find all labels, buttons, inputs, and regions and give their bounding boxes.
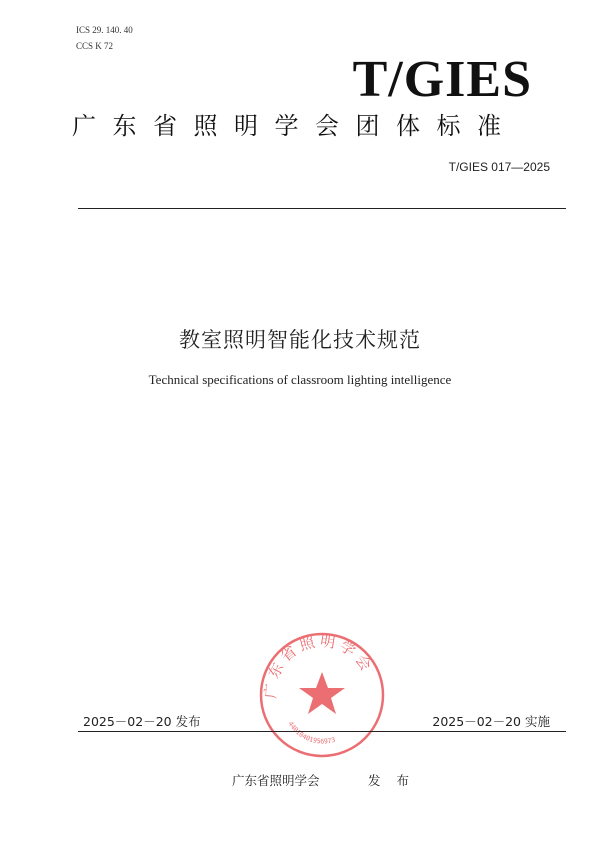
standard-number: T/GIES 017—2025 [448,160,550,174]
classification-codes [76,22,133,54]
ccs-code: CCS K 72 [76,41,114,51]
document-subtitle: Technical specifications of classroom lighting intelligence [148,372,452,387]
seal-number: 44010401956973 [286,720,337,746]
publisher-name: 广东省照明学会 [232,773,320,788]
header-divider [78,208,566,209]
footer-divider [78,731,566,732]
document-title: 教室照明智能化技术规范 [179,328,421,352]
publish-label: 发 布 [368,773,415,788]
standard-brand: T/GIES [352,51,532,108]
ics-code: ICS 29. 140. 40 [76,25,133,35]
organization-title: 广东省照明学会团体标准 [72,112,518,140]
seal-text: 广东省照明学会 [261,631,378,700]
official-seal [257,630,387,760]
implementation-date: 2025－02－20 实施 [432,714,550,729]
issue-date: 2025－02－20 发布 [83,714,201,729]
seal-star-icon [299,672,345,714]
